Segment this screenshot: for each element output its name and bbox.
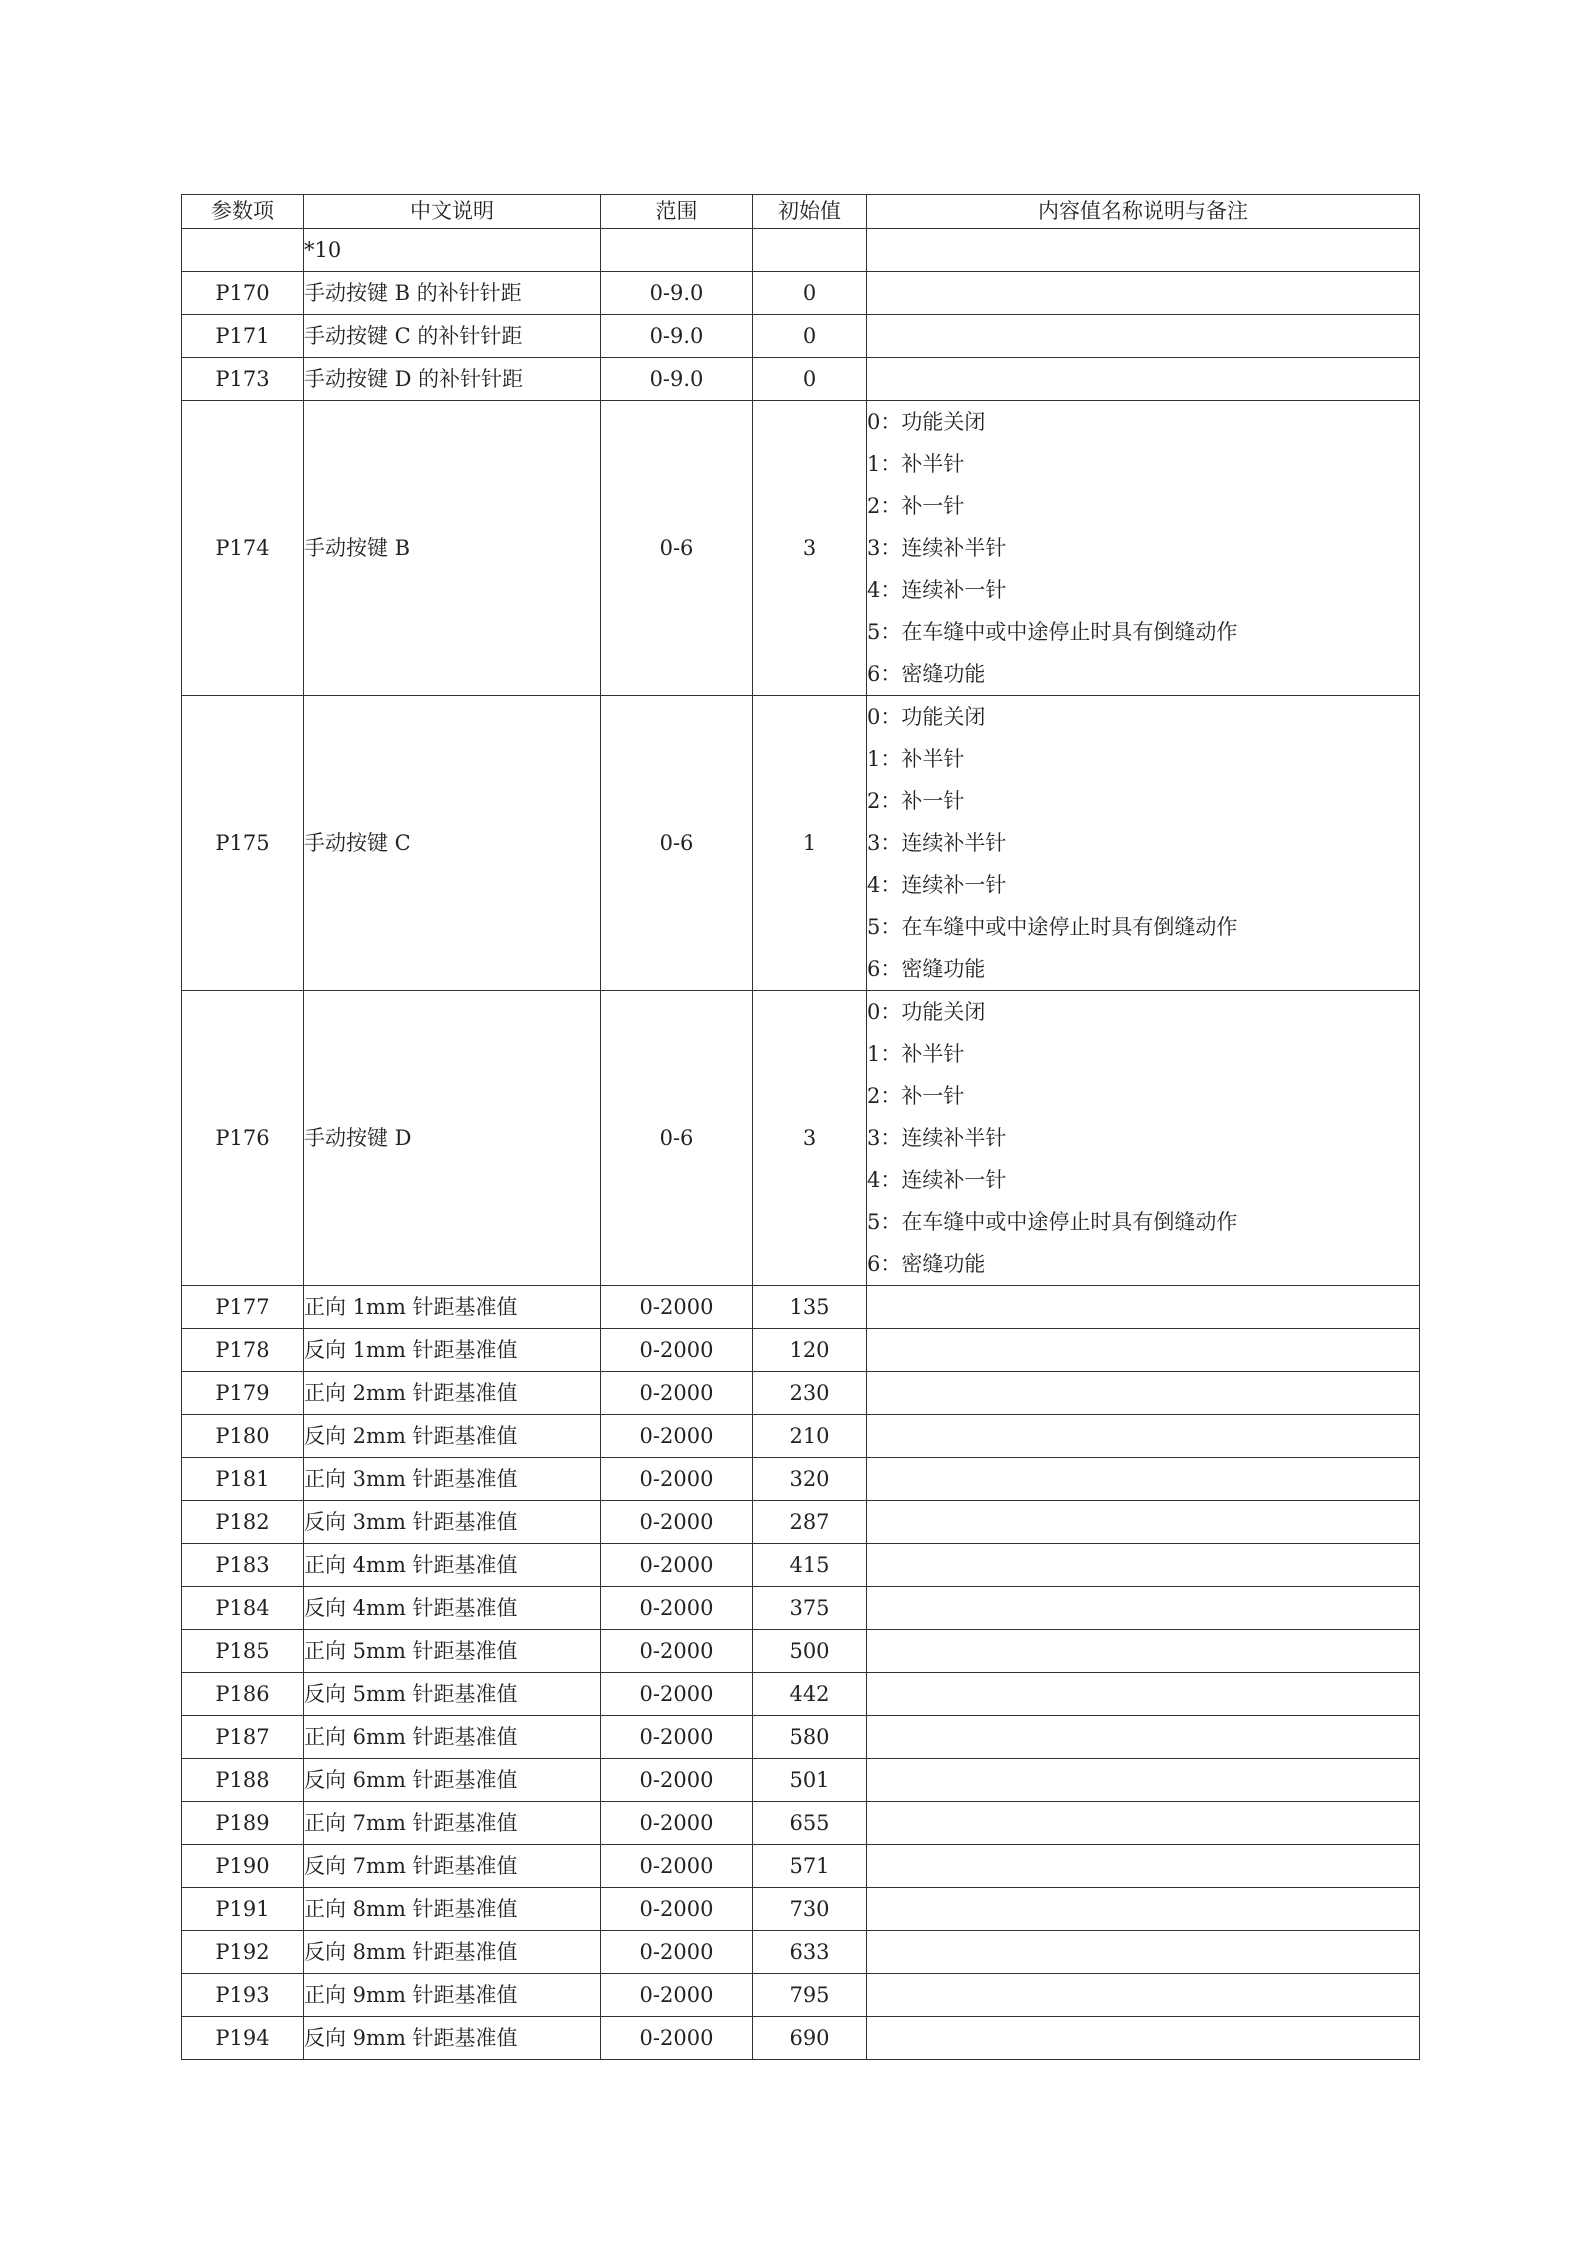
- table-row: [182, 991, 1420, 1286]
- range-cell: 0-6: [601, 991, 753, 1286]
- notes-cell: [867, 1587, 1420, 1630]
- table-row: [182, 1458, 1420, 1501]
- param-code-cell: P182: [182, 1501, 304, 1544]
- notes-cell: [867, 272, 1420, 315]
- initial-value-cell: 3: [753, 401, 867, 696]
- initial-value-cell: 135: [753, 1286, 867, 1329]
- option-line: 2：补一针: [867, 1084, 965, 1108]
- table-row: [182, 229, 1420, 272]
- range-cell: 0-6: [601, 401, 753, 696]
- notes-cell: [867, 1415, 1420, 1458]
- description-cell: 正向 3mm 针距基准值: [304, 1458, 601, 1501]
- option-line: 6：密缝功能: [867, 1252, 986, 1276]
- description-cell: 反向 1mm 针距基准值: [304, 1329, 601, 1372]
- initial-value-cell: 1: [753, 696, 867, 991]
- table-row: [182, 1630, 1420, 1673]
- notes-cell: [867, 991, 1420, 1286]
- param-code-cell: P189: [182, 1802, 304, 1845]
- initial-value-cell: 730: [753, 1888, 867, 1931]
- table-row: [182, 696, 1420, 991]
- initial-value-cell: 230: [753, 1372, 867, 1415]
- notes-cell: [867, 696, 1420, 991]
- table-row: [182, 1673, 1420, 1716]
- table-row: [182, 1372, 1420, 1415]
- range-cell: 0-2000: [601, 1630, 753, 1673]
- param-code-cell: P185: [182, 1630, 304, 1673]
- param-code-cell: P171: [182, 315, 304, 358]
- notes-cell: [867, 1759, 1420, 1802]
- table-row: [182, 1974, 1420, 2017]
- description-cell: 正向 4mm 针距基准值: [304, 1544, 601, 1587]
- notes-cell: [867, 1845, 1420, 1888]
- param-code-cell: P181: [182, 1458, 304, 1501]
- option-line: 3：连续补半针: [867, 536, 1007, 560]
- description-cell: 手动按键 B: [304, 401, 601, 696]
- initial-value-cell: 375: [753, 1587, 867, 1630]
- table-row: [182, 2017, 1420, 2060]
- notes-cell: [867, 1931, 1420, 1974]
- param-code-cell: P187: [182, 1716, 304, 1759]
- range-cell: 0-2000: [601, 1802, 753, 1845]
- description-cell: 反向 3mm 针距基准值: [304, 1501, 601, 1544]
- initial-value-cell: 655: [753, 1802, 867, 1845]
- description-cell: 正向 5mm 针距基准值: [304, 1630, 601, 1673]
- range-cell: 0-9.0: [601, 358, 753, 401]
- header-range: 范围: [601, 195, 753, 229]
- range-cell: 0-9.0: [601, 315, 753, 358]
- description-cell: 正向 1mm 针距基准值: [304, 1286, 601, 1329]
- description-cell: 手动按键 B 的补针针距: [304, 272, 601, 315]
- table-row: [182, 1716, 1420, 1759]
- param-code-cell: P193: [182, 1974, 304, 2017]
- range-cell: 0-2000: [601, 1931, 753, 1974]
- option-line: 4：连续补一针: [867, 873, 1007, 897]
- notes-cell: [867, 1974, 1420, 2017]
- param-code-cell: P176: [182, 991, 304, 1286]
- range-cell: 0-6: [601, 696, 753, 991]
- param-code-cell: P173: [182, 358, 304, 401]
- option-line: 1：补半针: [867, 747, 965, 771]
- notes-cell: [867, 1888, 1420, 1931]
- option-line: 5：在车缝中或中途停止时具有倒缝动作: [867, 1210, 1238, 1234]
- notes-cell: [867, 1458, 1420, 1501]
- option-line: 6：密缝功能: [867, 957, 986, 981]
- option-line: 0：功能关闭: [867, 1000, 986, 1024]
- option-line: 6：密缝功能: [867, 662, 986, 686]
- range-cell: 0-9.0: [601, 272, 753, 315]
- param-code-cell: [182, 229, 304, 272]
- table-row: [182, 358, 1420, 401]
- initial-value-cell: 690: [753, 2017, 867, 2060]
- notes-cell: [867, 401, 1420, 696]
- parameter-table: [181, 194, 1420, 2060]
- range-cell: 0-2000: [601, 1888, 753, 1931]
- initial-value-cell: 120: [753, 1329, 867, 1372]
- description-cell: 反向 7mm 针距基准值: [304, 1845, 601, 1888]
- table-row: [182, 1587, 1420, 1630]
- description-cell: 正向 9mm 针距基准值: [304, 1974, 601, 2017]
- range-cell: 0-2000: [601, 1544, 753, 1587]
- header-code: 参数项: [182, 195, 304, 229]
- range-cell: 0-2000: [601, 1329, 753, 1372]
- notes-cell: [867, 358, 1420, 401]
- initial-value-cell: 500: [753, 1630, 867, 1673]
- initial-value-cell: 501: [753, 1759, 867, 1802]
- range-cell: 0-2000: [601, 1716, 753, 1759]
- notes-cell: [867, 1501, 1420, 1544]
- param-code-cell: P174: [182, 401, 304, 696]
- initial-value-cell: 415: [753, 1544, 867, 1587]
- initial-value-cell: 287: [753, 1501, 867, 1544]
- notes-cell: [867, 1716, 1420, 1759]
- param-code-cell: P188: [182, 1759, 304, 1802]
- initial-value-cell: 320: [753, 1458, 867, 1501]
- range-cell: 0-2000: [601, 1845, 753, 1888]
- table-row: [182, 272, 1420, 315]
- initial-value-cell: 580: [753, 1716, 867, 1759]
- option-line: 2：补一针: [867, 494, 965, 518]
- range-cell: [601, 229, 753, 272]
- param-code-cell: P191: [182, 1888, 304, 1931]
- option-line: 5：在车缝中或中途停止时具有倒缝动作: [867, 620, 1238, 644]
- table-row: [182, 1888, 1420, 1931]
- table-row: [182, 315, 1420, 358]
- range-cell: 0-2000: [601, 1673, 753, 1716]
- table-row: [182, 1501, 1420, 1544]
- description-cell: 反向 2mm 针距基准值: [304, 1415, 601, 1458]
- range-cell: 0-2000: [601, 1415, 753, 1458]
- table-row: [182, 1415, 1420, 1458]
- param-code-cell: P194: [182, 2017, 304, 2060]
- notes-cell: [867, 1544, 1420, 1587]
- table-header-row: [182, 195, 1420, 229]
- initial-value-cell: 795: [753, 1974, 867, 2017]
- description-cell: 反向 4mm 针距基准值: [304, 1587, 601, 1630]
- description-cell: 反向 8mm 针距基准值: [304, 1931, 601, 1974]
- notes-cell: [867, 1329, 1420, 1372]
- option-line: 3：连续补半针: [867, 831, 1007, 855]
- param-code-cell: P184: [182, 1587, 304, 1630]
- option-line: 5：在车缝中或中途停止时具有倒缝动作: [867, 915, 1238, 939]
- param-code-cell: P178: [182, 1329, 304, 1372]
- notes-cell: [867, 315, 1420, 358]
- option-line: 1：补半针: [867, 452, 965, 476]
- option-line: 4：连续补一针: [867, 578, 1007, 602]
- header-initial-value: 初始值: [753, 195, 867, 229]
- table-row: [182, 1759, 1420, 1802]
- option-line: 2：补一针: [867, 789, 965, 813]
- table-row: [182, 1286, 1420, 1329]
- option-line: 1：补半针: [867, 1042, 965, 1066]
- option-line: 4：连续补一针: [867, 1168, 1007, 1192]
- description-cell: 手动按键 C: [304, 696, 601, 991]
- initial-value-cell: 442: [753, 1673, 867, 1716]
- range-cell: 0-2000: [601, 1458, 753, 1501]
- description-cell: 正向 6mm 针距基准值: [304, 1716, 601, 1759]
- description-cell: 手动按键 D: [304, 991, 601, 1286]
- initial-value-cell: 3: [753, 991, 867, 1286]
- initial-value-cell: 633: [753, 1931, 867, 1974]
- range-cell: 0-2000: [601, 1286, 753, 1329]
- table-body: [182, 229, 1420, 2060]
- initial-value-cell: 571: [753, 1845, 867, 1888]
- table-row: [182, 401, 1420, 696]
- range-cell: 0-2000: [601, 1372, 753, 1415]
- param-code-cell: P177: [182, 1286, 304, 1329]
- description-cell: 反向 5mm 针距基准值: [304, 1673, 601, 1716]
- initial-value-cell: 0: [753, 358, 867, 401]
- description-cell: 手动按键 C 的补针针距: [304, 315, 601, 358]
- initial-value-cell: 210: [753, 1415, 867, 1458]
- notes-cell: [867, 229, 1420, 272]
- header-notes: 内容值名称说明与备注: [867, 195, 1420, 229]
- param-code-cell: P170: [182, 272, 304, 315]
- description-cell: 反向 9mm 针距基准值: [304, 2017, 601, 2060]
- param-code-cell: P175: [182, 696, 304, 991]
- param-code-cell: P190: [182, 1845, 304, 1888]
- notes-cell: [867, 1372, 1420, 1415]
- notes-cell: [867, 2017, 1420, 2060]
- notes-cell: [867, 1802, 1420, 1845]
- notes-cell: [867, 1673, 1420, 1716]
- option-line: 3：连续补半针: [867, 1126, 1007, 1150]
- range-cell: 0-2000: [601, 1974, 753, 2017]
- notes-cell: [867, 1286, 1420, 1329]
- table-row: [182, 1802, 1420, 1845]
- option-line: 0：功能关闭: [867, 705, 986, 729]
- range-cell: 0-2000: [601, 2017, 753, 2060]
- param-code-cell: P192: [182, 1931, 304, 1974]
- table-row: [182, 1845, 1420, 1888]
- description-cell: 正向 7mm 针距基准值: [304, 1802, 601, 1845]
- table-row: [182, 1931, 1420, 1974]
- option-line: 0：功能关闭: [867, 410, 986, 434]
- initial-value-cell: 0: [753, 315, 867, 358]
- table-row: [182, 1544, 1420, 1587]
- description-cell: 反向 6mm 针距基准值: [304, 1759, 601, 1802]
- notes-cell: [867, 1630, 1420, 1673]
- initial-value-cell: [753, 229, 867, 272]
- range-cell: 0-2000: [601, 1587, 753, 1630]
- description-cell: 正向 2mm 针距基准值: [304, 1372, 601, 1415]
- range-cell: 0-2000: [601, 1501, 753, 1544]
- description-cell: 手动按键 D 的补针针距: [304, 358, 601, 401]
- description-cell: 正向 8mm 针距基准值: [304, 1888, 601, 1931]
- description-cell: *10: [304, 229, 601, 272]
- range-cell: 0-2000: [601, 1759, 753, 1802]
- table-row: [182, 1329, 1420, 1372]
- param-code-cell: P186: [182, 1673, 304, 1716]
- param-code-cell: P180: [182, 1415, 304, 1458]
- param-code-cell: P183: [182, 1544, 304, 1587]
- param-code-cell: P179: [182, 1372, 304, 1415]
- initial-value-cell: 0: [753, 272, 867, 315]
- header-description: 中文说明: [304, 195, 601, 229]
